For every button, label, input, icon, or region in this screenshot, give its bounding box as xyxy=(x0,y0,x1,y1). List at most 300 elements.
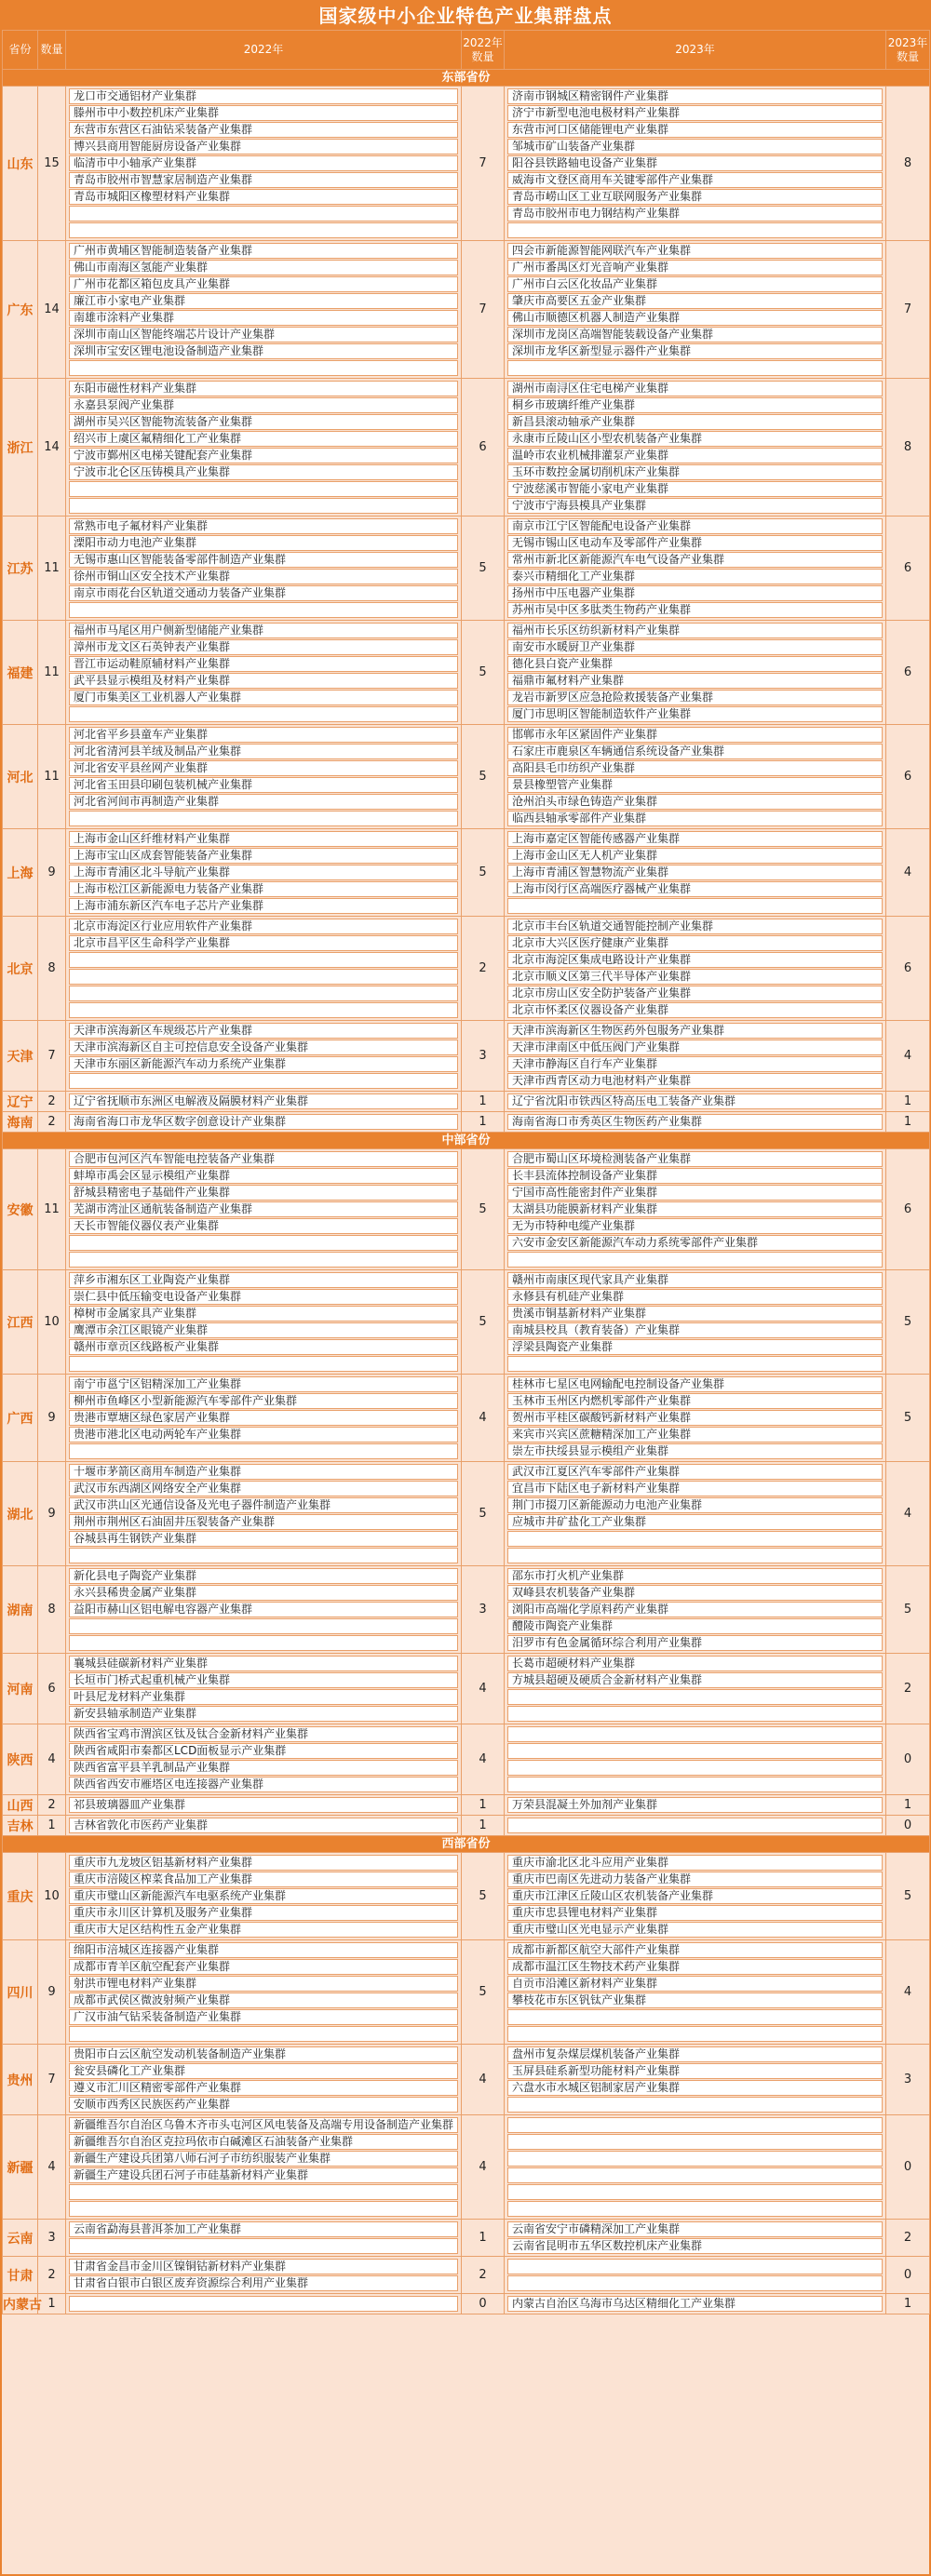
cluster-2022: 绍兴市上虞区氟精细化工产业集群 xyxy=(69,431,458,447)
list-2023 xyxy=(505,1270,886,1375)
cluster-2022: 上海市宝山区成套智能装备产业集群 xyxy=(69,848,458,864)
province-count: 7 xyxy=(38,2045,66,2115)
cluster-2022: 无锡市惠山区智能装备零部件制造产业集群 xyxy=(69,552,458,568)
header-2023-count: 2023年数量 xyxy=(886,31,930,70)
cluster-2023: 玉林市玉州区内燃机零部件产业集群 xyxy=(507,1393,883,1409)
cluster-2022: 广汉市油气钻采装备制造产业集群 xyxy=(69,2009,458,2025)
empty-slot xyxy=(69,2026,458,2042)
empty-slot xyxy=(69,2296,458,2312)
empty-slot xyxy=(507,1689,883,1705)
cluster-2023: 重庆市渝北区北斗应用产业集群 xyxy=(507,1855,883,1871)
cluster-2022: 新疆生产建设兵团石河子市硅基新材料产业集群 xyxy=(69,2167,458,2183)
count-2023: 7 xyxy=(886,241,930,379)
cluster-2022: 溧阳市动力电池产业集群 xyxy=(69,535,458,551)
table-header xyxy=(3,31,930,70)
count-2022: 5 xyxy=(462,1853,505,1940)
cluster-2023: 龙岩市新罗区应急抢险救援装备产业集群 xyxy=(507,690,883,705)
cluster-2023: 重庆市璧山区光电显示产业集群 xyxy=(507,1922,883,1938)
empty-slot xyxy=(507,2117,883,2133)
empty-slot xyxy=(507,222,883,238)
count-2022: 2 xyxy=(462,917,505,1021)
cluster-2022: 宁波市鄞州区电梯关键配套产业集群 xyxy=(69,448,458,463)
cluster-2023: 佛山市顺德区机器人制造产业集群 xyxy=(507,310,883,326)
cluster-2023: 长葛市超硬材料产业集群 xyxy=(507,1656,883,1671)
cluster-2022: 临清市中小轴承产业集群 xyxy=(69,155,458,171)
list-2022 xyxy=(66,725,462,829)
cluster-2023: 云南省安宁市磷精深加工产业集群 xyxy=(507,2221,883,2237)
list-2023 xyxy=(505,2115,886,2220)
cluster-2023: 宁波市宁海县模具产业集群 xyxy=(507,498,883,514)
cluster-2023: 济南市钢城区精密钢件产业集群 xyxy=(507,88,883,104)
cluster-2023: 海南省海口市秀英区生物医药产业集群 xyxy=(507,1114,883,1130)
header-count: 数量 xyxy=(38,31,66,70)
province-name: 新疆 xyxy=(3,2115,38,2220)
empty-slot xyxy=(507,2275,883,2291)
list-2023 xyxy=(505,1566,886,1654)
cluster-2023: 赣州市南康区现代家具产业集群 xyxy=(507,1272,883,1288)
list-2022 xyxy=(66,1021,462,1092)
empty-slot xyxy=(507,1706,883,1722)
count-2022: 3 xyxy=(462,1021,505,1092)
cluster-2022: 徐州市铜山区安全技术产业集群 xyxy=(69,569,458,584)
cluster-2022: 常熟市电子氟材料产业集群 xyxy=(69,518,458,534)
cluster-2023: 肇庆市高要区五金产业集群 xyxy=(507,293,883,309)
cluster-2022: 祁县玻璃器皿产业集群 xyxy=(69,1797,458,1813)
cluster-2023: 石家庄市鹿泉区车辆通信系统设备产业集群 xyxy=(507,744,883,759)
count-2023: 5 xyxy=(886,1375,930,1462)
cluster-2022: 北京市昌平区生命科学产业集群 xyxy=(69,935,458,951)
cluster-2022: 永嘉县泵阀产业集群 xyxy=(69,397,458,413)
province-row xyxy=(3,621,930,725)
count-2023: 0 xyxy=(886,2115,930,2220)
province-name: 辽宁 xyxy=(3,1092,38,1112)
province-name: 上海 xyxy=(3,829,38,917)
cluster-2022: 遵义市汇川区精密零部件产业集群 xyxy=(69,2080,458,2096)
cluster-2023: 重庆市巴南区先进动力装备产业集群 xyxy=(507,1872,883,1887)
cluster-2023: 宁波慈溪市智能小家电产业集群 xyxy=(507,481,883,497)
cluster-2022: 东营市东营区石油钻采装备产业集群 xyxy=(69,122,458,138)
cluster-2023: 上海市嘉定区智能传感器产业集群 xyxy=(507,831,883,847)
cluster-2023: 泰兴市精细化工产业集群 xyxy=(507,569,883,584)
region-label: 西部省份 xyxy=(3,1836,930,1853)
cluster-2023: 上海市金山区无人机产业集群 xyxy=(507,848,883,864)
province-count: 10 xyxy=(38,1270,66,1375)
count-2023: 6 xyxy=(886,621,930,725)
count-2023: 1 xyxy=(886,1795,930,1816)
count-2023: 8 xyxy=(886,379,930,517)
count-2023: 6 xyxy=(886,517,930,621)
province-row xyxy=(3,2045,930,2115)
list-2022 xyxy=(66,1816,462,1836)
cluster-2022: 新化县电子陶瓷产业集群 xyxy=(69,1568,458,1584)
count-2023: 2 xyxy=(886,1654,930,1724)
province-name: 吉林 xyxy=(3,1816,38,1836)
count-2023: 1 xyxy=(886,1092,930,1112)
cluster-2023: 邹城市矿山装备产业集群 xyxy=(507,139,883,154)
cluster-2023: 临西县轴承零部件产业集群 xyxy=(507,811,883,826)
cluster-2022: 厦门市集美区工业机器人产业集群 xyxy=(69,690,458,705)
empty-slot xyxy=(69,2238,458,2254)
count-2023: 3 xyxy=(886,2045,930,2115)
cluster-2023: 扬州市中压电器产业集群 xyxy=(507,585,883,601)
cluster-2022: 佛山市南海区氢能产业集群 xyxy=(69,260,458,275)
cluster-2023: 南安市水暖厨卫产业集群 xyxy=(507,639,883,655)
cluster-2022: 新安县轴承制造产业集群 xyxy=(69,1706,458,1722)
cluster-2023: 温岭市农业机械排灌泵产业集群 xyxy=(507,448,883,463)
province-name: 重庆 xyxy=(3,1853,38,1940)
cluster-2022: 甘肃省金昌市金川区镍铜钴新材料产业集群 xyxy=(69,2259,458,2274)
list-2022 xyxy=(66,2220,462,2257)
cluster-2022: 永兴县稀贵金属产业集群 xyxy=(69,1585,458,1601)
province-name: 广西 xyxy=(3,1375,38,1462)
region-row xyxy=(3,70,930,87)
province-name: 江苏 xyxy=(3,517,38,621)
province-count: 11 xyxy=(38,517,66,621)
list-2022 xyxy=(66,1462,462,1566)
empty-slot xyxy=(69,498,458,514)
cluster-2022: 贵港市覃塘区绿色家居产业集群 xyxy=(69,1410,458,1426)
count-2023: 0 xyxy=(886,2257,930,2294)
count-2023: 1 xyxy=(886,2294,930,2314)
cluster-2023: 方城县超硬及硬质合金新材料产业集群 xyxy=(507,1672,883,1688)
empty-slot xyxy=(507,2259,883,2274)
cluster-2022: 廉江市小家电产业集群 xyxy=(69,293,458,309)
province-row xyxy=(3,241,930,379)
cluster-2022: 十堰市茅箭区商用车制造产业集群 xyxy=(69,1464,458,1480)
count-2023: 4 xyxy=(886,1462,930,1566)
province-row xyxy=(3,2220,930,2257)
province-row xyxy=(3,1724,930,1795)
cluster-2022: 博兴县商用智能厨房设备产业集群 xyxy=(69,139,458,154)
province-row xyxy=(3,379,930,517)
cluster-2023: 威海市文登区商用车关键零部件产业集群 xyxy=(507,172,883,188)
table-body xyxy=(3,70,930,2314)
cluster-2022: 成都市武侯区微波射频产业集群 xyxy=(69,1992,458,2008)
province-row xyxy=(3,1566,930,1654)
cluster-2022: 河北省平乡县童车产业集群 xyxy=(69,727,458,743)
cluster-2023: 无锡市锡山区电动车及零部件产业集群 xyxy=(507,535,883,551)
province-count: 10 xyxy=(38,1853,66,1940)
cluster-2022: 柳州市鱼峰区小型新能源汽车零部件产业集群 xyxy=(69,1393,458,1409)
province-row xyxy=(3,725,930,829)
cluster-2023: 成都市温江区生物技术药产业集群 xyxy=(507,1959,883,1975)
province-name: 陕西 xyxy=(3,1724,38,1795)
count-2022: 1 xyxy=(462,2220,505,2257)
province-row xyxy=(3,2257,930,2294)
province-count: 9 xyxy=(38,829,66,917)
cluster-2023: 常州市新北区新能源汽车电气设备产业集群 xyxy=(507,552,883,568)
header-2022: 2022年 xyxy=(66,31,462,70)
cluster-2022: 晋江市运动鞋原辅材料产业集群 xyxy=(69,656,458,672)
empty-slot xyxy=(69,1252,458,1268)
list-2022 xyxy=(66,1566,462,1654)
empty-slot xyxy=(507,2026,883,2042)
cluster-2023: 内蒙古自治区乌海市乌达区精细化工产业集群 xyxy=(507,2296,883,2312)
cluster-2023: 宁国市高性能密封件产业集群 xyxy=(507,1185,883,1201)
count-2023: 0 xyxy=(886,1816,930,1836)
cluster-2023: 双峰县农机装备产业集群 xyxy=(507,1585,883,1601)
count-2022: 5 xyxy=(462,1149,505,1270)
province-count: 4 xyxy=(38,2115,66,2220)
province-name: 天津 xyxy=(3,1021,38,1092)
cluster-2023: 阳谷县铁路轴电设备产业集群 xyxy=(507,155,883,171)
cluster-2022: 上海市松江区新能源电力装备产业集群 xyxy=(69,881,458,897)
province-name: 海南 xyxy=(3,1112,38,1133)
list-2022 xyxy=(66,1149,462,1270)
province-row xyxy=(3,1795,930,1816)
cluster-2023: 合肥市蜀山区环境检测装备产业集群 xyxy=(507,1151,883,1167)
cluster-2023: 长丰县流体控制设备产业集群 xyxy=(507,1168,883,1184)
empty-slot xyxy=(507,1760,883,1776)
cluster-2023: 天津市津南区中低压阀门产业集群 xyxy=(507,1040,883,1055)
cluster-2022: 南雄市涂料产业集群 xyxy=(69,310,458,326)
empty-slot xyxy=(507,1726,883,1742)
province-name: 云南 xyxy=(3,2220,38,2257)
cluster-2022: 天津市滨海新区车规级芯片产业集群 xyxy=(69,1023,458,1039)
empty-slot xyxy=(507,2151,883,2167)
empty-slot xyxy=(69,969,458,985)
cluster-2023: 六安市金安区新能源汽车动力系统零部件产业集群 xyxy=(507,1235,883,1251)
cluster-2022: 河北省安平县丝网产业集群 xyxy=(69,760,458,776)
province-name: 四川 xyxy=(3,1940,38,2045)
list-2023 xyxy=(505,241,886,379)
cluster-2023: 上海市青浦区智慧物流产业集群 xyxy=(507,865,883,880)
cluster-2023: 北京市大兴区医疗健康产业集群 xyxy=(507,935,883,951)
list-2023 xyxy=(505,2294,886,2314)
province-row xyxy=(3,917,930,1021)
cluster-2023: 自贡市沿滩区新材料产业集群 xyxy=(507,1976,883,1992)
list-2023 xyxy=(505,1092,886,1112)
province-count: 11 xyxy=(38,1149,66,1270)
province-count: 2 xyxy=(38,1795,66,1816)
cluster-2022: 瓮安县磷化工产业集群 xyxy=(69,2063,458,2079)
empty-slot xyxy=(69,986,458,1001)
cluster-2023: 北京市顺义区第三代半导体产业集群 xyxy=(507,969,883,985)
empty-slot xyxy=(69,2201,458,2217)
empty-slot xyxy=(69,1443,458,1459)
cluster-2023: 南京市江宁区智能配电设备产业集群 xyxy=(507,518,883,534)
empty-slot xyxy=(69,1548,458,1563)
empty-slot xyxy=(69,481,458,497)
empty-slot xyxy=(507,2134,883,2150)
list-2023 xyxy=(505,517,886,621)
empty-slot xyxy=(69,706,458,722)
cluster-2023: 六盘水市水城区铝制家居产业集群 xyxy=(507,2080,883,2096)
cluster-2023: 厦门市思明区智能制造软件产业集群 xyxy=(507,706,883,722)
count-2022: 5 xyxy=(462,517,505,621)
cluster-2023: 深圳市龙岗区高端智能装载设备产业集群 xyxy=(507,327,883,342)
cluster-2023: 无为市特种电缆产业集群 xyxy=(507,1218,883,1234)
cluster-2023: 辽宁省沈阳市铁西区特高压电工装备产业集群 xyxy=(507,1093,883,1109)
province-row xyxy=(3,2115,930,2220)
empty-slot xyxy=(507,2167,883,2183)
cluster-2023: 崇左市扶绥县显示模组产业集群 xyxy=(507,1443,883,1459)
cluster-2023: 桂林市七星区电网输配电控制设备产业集群 xyxy=(507,1376,883,1392)
region-row xyxy=(3,1133,930,1149)
list-2022 xyxy=(66,517,462,621)
count-2022: 0 xyxy=(462,2294,505,2314)
list-2023 xyxy=(505,1795,886,1816)
province-row xyxy=(3,1270,930,1375)
cluster-2023: 桐乡市玻璃纤维产业集群 xyxy=(507,397,883,413)
cluster-2022: 樟树市金属家具产业集群 xyxy=(69,1306,458,1322)
count-2023: 4 xyxy=(886,1940,930,2045)
province-name: 湖南 xyxy=(3,1566,38,1654)
cluster-2023: 宜昌市下陆区电子新材料产业集群 xyxy=(507,1481,883,1496)
list-2022 xyxy=(66,1940,462,2045)
province-name: 江西 xyxy=(3,1270,38,1375)
list-2023 xyxy=(505,1853,886,1940)
list-2023 xyxy=(505,1816,886,1836)
list-2023 xyxy=(505,2220,886,2257)
cluster-2023: 景县橡塑管产业集群 xyxy=(507,777,883,793)
cluster-2022: 河北省河间市再制造产业集群 xyxy=(69,794,458,810)
cluster-table xyxy=(2,30,930,2314)
cluster-2022: 辽宁省抚顺市东洲区电解液及隔膜材料产业集群 xyxy=(69,1093,458,1109)
province-count: 14 xyxy=(38,379,66,517)
cluster-2022: 广州市花都区箱包皮具产业集群 xyxy=(69,276,458,292)
region-label: 东部省份 xyxy=(3,70,930,87)
empty-slot xyxy=(69,1235,458,1251)
cluster-2022: 南京市雨花台区轨道交通动力装备产业集群 xyxy=(69,585,458,601)
cluster-2022: 萍乡市湘东区工业陶瓷产业集群 xyxy=(69,1272,458,1288)
province-row xyxy=(3,1021,930,1092)
cluster-2022: 深圳市宝安区锂电池设备制造产业集群 xyxy=(69,343,458,359)
count-2023: 8 xyxy=(886,87,930,241)
cluster-2023: 苏州市吴中区多肽类生物药产业集群 xyxy=(507,602,883,618)
empty-slot xyxy=(69,952,458,968)
cluster-2023: 四会市新能源智能网联汽车产业集群 xyxy=(507,243,883,259)
count-2023: 2 xyxy=(886,2220,930,2257)
count-2022: 4 xyxy=(462,1375,505,1462)
list-2022 xyxy=(66,2115,462,2220)
cluster-2022: 鹰潭市余江区眼镜产业集群 xyxy=(69,1322,458,1338)
cluster-2023: 万荣县混凝土外加剂产业集群 xyxy=(507,1797,883,1813)
count-2022: 5 xyxy=(462,1270,505,1375)
list-2023 xyxy=(505,829,886,917)
empty-slot xyxy=(507,1531,883,1547)
list-2023 xyxy=(505,2257,886,2294)
count-2023: 1 xyxy=(886,1112,930,1133)
list-2022 xyxy=(66,379,462,517)
cluster-2022: 广州市黄埔区智能制造装备产业集群 xyxy=(69,243,458,259)
cluster-2022: 青岛市城阳区橡塑材料产业集群 xyxy=(69,189,458,205)
cluster-2022: 上海市青浦区北斗导航产业集群 xyxy=(69,865,458,880)
cluster-2022: 襄城县硅碳新材料产业集群 xyxy=(69,1656,458,1671)
province-row xyxy=(3,1853,930,1940)
cluster-2023: 贵溪市铜基新材料产业集群 xyxy=(507,1306,883,1322)
cluster-2023: 永修县有机硅产业集群 xyxy=(507,1289,883,1305)
province-count: 2 xyxy=(38,1092,66,1112)
list-2022 xyxy=(66,1654,462,1724)
empty-slot xyxy=(69,1002,458,1018)
empty-slot xyxy=(69,360,458,376)
cluster-2022: 重庆市大足区结构性五金产业集群 xyxy=(69,1922,458,1938)
cluster-2023: 济宁市新型电池电极材料产业集群 xyxy=(507,105,883,121)
cluster-2022: 合肥市包河区汽车智能电控装备产业集群 xyxy=(69,1151,458,1167)
list-2023 xyxy=(505,917,886,1021)
cluster-2023: 邵东市打火机产业集群 xyxy=(507,1568,883,1584)
count-2023: 6 xyxy=(886,917,930,1021)
cluster-2023: 北京市海淀区集成电路设计产业集群 xyxy=(507,952,883,968)
cluster-2022: 贵港市港北区电动两轮车产业集群 xyxy=(69,1427,458,1442)
cluster-2022: 叶县尼龙材料产业集群 xyxy=(69,1689,458,1705)
cluster-2022: 重庆市永川区计算机及服务产业集群 xyxy=(69,1905,458,1921)
cluster-2022: 北京市海淀区行业应用软件产业集群 xyxy=(69,919,458,934)
cluster-2023: 武汉市江夏区汽车零部件产业集群 xyxy=(507,1464,883,1480)
province-name: 山西 xyxy=(3,1795,38,1816)
list-2023 xyxy=(505,1149,886,1270)
header-2023: 2023年 xyxy=(505,31,886,70)
cluster-2022: 崇仁县中低压输变电设备产业集群 xyxy=(69,1289,458,1305)
cluster-2022: 重庆市璧山区新能源汽车电驱系统产业集群 xyxy=(69,1888,458,1904)
list-2022 xyxy=(66,1112,462,1133)
list-2023 xyxy=(505,379,886,517)
province-name: 浙江 xyxy=(3,379,38,517)
province-name: 湖北 xyxy=(3,1462,38,1566)
province-name: 河北 xyxy=(3,725,38,829)
list-2022 xyxy=(66,1270,462,1375)
page-title: 国家级中小企业特色产业集群盘点 xyxy=(2,2,929,30)
province-count: 4 xyxy=(38,1724,66,1795)
cluster-2022: 绵阳市涪城区连接器产业集群 xyxy=(69,1942,458,1958)
empty-slot xyxy=(507,1252,883,1268)
cluster-2022: 青岛市胶州市智慧家居制造产业集群 xyxy=(69,172,458,188)
cluster-2022: 海南省海口市龙华区数字创意设计产业集群 xyxy=(69,1114,458,1130)
cluster-2023: 攀枝花市东区钒钛产业集群 xyxy=(507,1992,883,2008)
province-count: 6 xyxy=(38,1654,66,1724)
province-row xyxy=(3,1816,930,1836)
cluster-2022: 新疆生产建设兵团第八师石河子市纺织服装产业集群 xyxy=(69,2151,458,2167)
cluster-2022: 舒城县精密电子基础件产业集群 xyxy=(69,1185,458,1201)
list-2022 xyxy=(66,1795,462,1816)
header-2022-count: 2022年数量 xyxy=(462,31,505,70)
cluster-2022: 吉林省敦化市医药产业集群 xyxy=(69,1818,458,1833)
empty-slot xyxy=(69,222,458,238)
cluster-2023: 德化县白瓷产业集群 xyxy=(507,656,883,672)
cluster-2023: 邯郸市永年区紧固件产业集群 xyxy=(507,727,883,743)
cluster-2023: 贺州市平桂区碳酸钙新材料产业集群 xyxy=(507,1410,883,1426)
cluster-2022: 新疆维吾尔自治区乌鲁木齐市头屯河区风电装备及高端专用设备制造产业集群 xyxy=(69,2117,458,2133)
province-name: 内蒙古 xyxy=(3,2294,38,2314)
empty-slot xyxy=(507,1356,883,1372)
cluster-2023: 北京市丰台区轨道交通智能控制产业集群 xyxy=(507,919,883,934)
empty-slot xyxy=(69,2184,458,2200)
count-2023: 5 xyxy=(886,1566,930,1654)
cluster-2022: 天津市东丽区新能源汽车动力系统产业集群 xyxy=(69,1056,458,1072)
cluster-2022: 南宁市邕宁区铝精深加工产业集群 xyxy=(69,1376,458,1392)
list-2022 xyxy=(66,1853,462,1940)
count-2022: 7 xyxy=(462,87,505,241)
count-2022: 5 xyxy=(462,725,505,829)
province-row xyxy=(3,2294,930,2314)
list-2022 xyxy=(66,2045,462,2115)
province-row xyxy=(3,829,930,917)
cluster-2022: 甘肃省白银市白银区废弃资源综合利用产业集群 xyxy=(69,2275,458,2291)
empty-slot xyxy=(69,1635,458,1651)
empty-slot xyxy=(507,898,883,914)
cluster-2023: 浮梁县陶瓷产业集群 xyxy=(507,1339,883,1355)
list-2023 xyxy=(505,1462,886,1566)
cluster-2022: 深圳市南山区智能终端芯片设计产业集群 xyxy=(69,327,458,342)
cluster-2023: 太湖县功能膜新材料产业集群 xyxy=(507,1201,883,1217)
cluster-2022: 滕州市中小数控机床产业集群 xyxy=(69,105,458,121)
cluster-2023: 重庆市忠县锂电材料产业集群 xyxy=(507,1905,883,1921)
province-row xyxy=(3,1112,930,1133)
list-2022 xyxy=(66,2257,462,2294)
count-2022: 4 xyxy=(462,2045,505,2115)
province-count: 11 xyxy=(38,725,66,829)
